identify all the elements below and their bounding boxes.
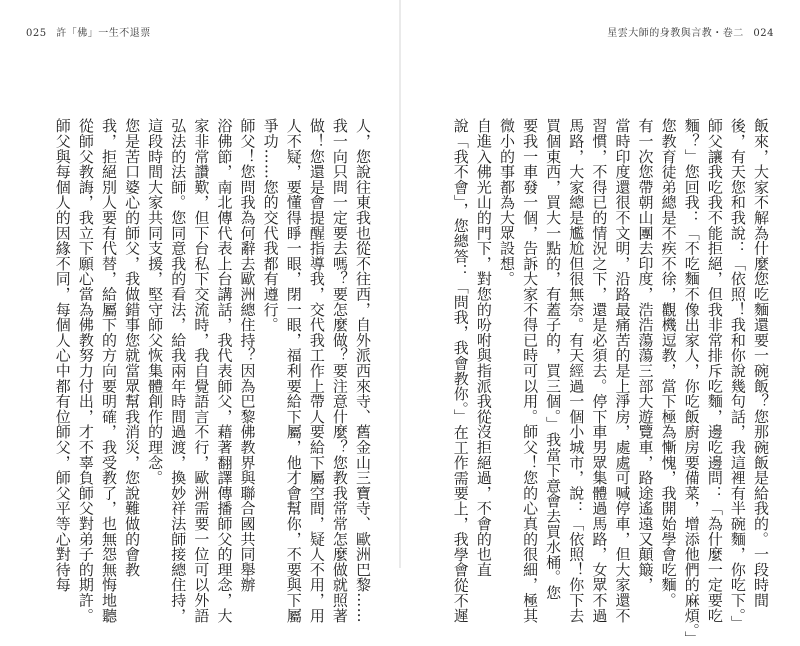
text-column: 做！您還是會提醒指導我，交代我工作上帶人要給下屬空間，疑人不用，用 [307, 118, 326, 623]
text-column: 我一向只問一定要去嗎？要怎麼做？要注意什麼？您教我常常怎麼做就照著 [330, 118, 349, 623]
text-column: 麵？」您回我：「不吃麵不像出家人，你吃飯廚房要備菜，增添他們的麻煩。」 [682, 118, 701, 646]
left-page-header [20, 24, 151, 39]
text-column: 這段時間大家共同支援，堅守師父恢集體創作的理念。 [146, 118, 165, 486]
text-column: 您是苦口婆心的師父，我做錯事您就當眾幫我消災，您說難做的會教 [123, 118, 142, 577]
left-page-number: 025 [26, 28, 47, 39]
left-page-body [30, 118, 372, 623]
text-column: 從師父教誨，我立下願心當為佛教努力付出，才不辜負師父對弟子的期許。 [76, 118, 95, 623]
text-column: 說「我不會」，您總答：「問我，我會教你。」在工作需要上，我學會從不遲 [451, 118, 470, 624]
right-page-number: 024 [753, 28, 774, 39]
text-column: 浴佛節，南北傳代表上台講話，我代表師父，藉著翻譯傳播師父的理念，大 [215, 118, 234, 623]
text-column: 爭功……您的交代我都有遵行。 [261, 118, 280, 333]
text-column: 師父讓我吃我不能拒絕，但我非常排斥吃麵，邊吃邊問：「為什麼一定要吃 [705, 118, 724, 623]
text-column: 弘法的法師。您同意我的看法，給我兩年時間過渡，換妙祥法師接總住持， [169, 118, 188, 623]
text-column: 人不疑，要懂得睜一眼，閉一眼，福利要給下屬，他才會幫你，不要與下屬 [284, 118, 303, 623]
text-column: 當時印度還很不文明，沿路最痛苦的是上淨房，處處可喊停車，但大家還不 [613, 118, 632, 623]
text-column: 要我一車發一個，告訴大家不得已時可以用。師父！您的心真的很細，極其 [521, 118, 540, 623]
right-page-body [428, 118, 770, 646]
text-column: 師父！您問我為何辭去歐洲總住持？因為巴黎佛教界與聯合國共同舉辦 [238, 118, 257, 593]
text-column: 自進入佛光山的門下，對您的吩咐與指派我從沒拒絕過，不會的也直 [474, 118, 493, 577]
text-column: 微小的事都為大眾設想。 [497, 118, 516, 287]
text-column: 家非常讚歎，但下台私下交流時，我自覺語言不行，歐洲需要一位可以外語 [192, 118, 211, 623]
right-running-title: 星雲大師的身教與言教・卷二 [607, 28, 744, 39]
text-column: 習慣，不得已的情況之下，還是必須去。停下車男眾集體過馬路，女眾不過 [590, 118, 609, 623]
text-column: 有一次您帶朝山團去印度，浩浩蕩蕩三部大遊覽車，路途遙遠又顛簸， [636, 118, 655, 593]
text-column: 買個東西，買大一點的，有蓋子的，買三個。」我當下意會去買水桶。您 [544, 118, 563, 601]
page-gutter [399, 0, 401, 568]
text-column: 人，您說往東我也從不往西，自外派西來寺、舊金山三寶寺、歐洲巴黎…… [354, 118, 372, 623]
text-column: 您教育徒弟總是不疾不徐，觀機逗教，當下極為慚愧，我開始學會吃麵。 [659, 118, 678, 608]
left-running-title: 許「佛」一生不退票 [56, 28, 151, 39]
right-page-header [607, 24, 780, 39]
text-column: 馬路，大家總是尷尬但很無奈。有天經過一個小城市，說：「依照！你下去 [567, 118, 586, 623]
text-column: 飯來，大家不解為什麼您吃麵還要一碗飯？您那碗飯是給我的。一段時間 [752, 118, 770, 608]
text-column: 後，有天您和我說：「依照！我和你說幾句話，我這裡有半碗麵，你吃下。」 [728, 118, 747, 631]
text-column: 師父與每個人的因緣不同，每個人心中都有位師父，師父平等心對待每 [53, 118, 72, 593]
text-column: 我，拒絕別人要有代替，給屬下的方向要明確，我受教了，也無怨無悔地聽 [99, 118, 118, 623]
